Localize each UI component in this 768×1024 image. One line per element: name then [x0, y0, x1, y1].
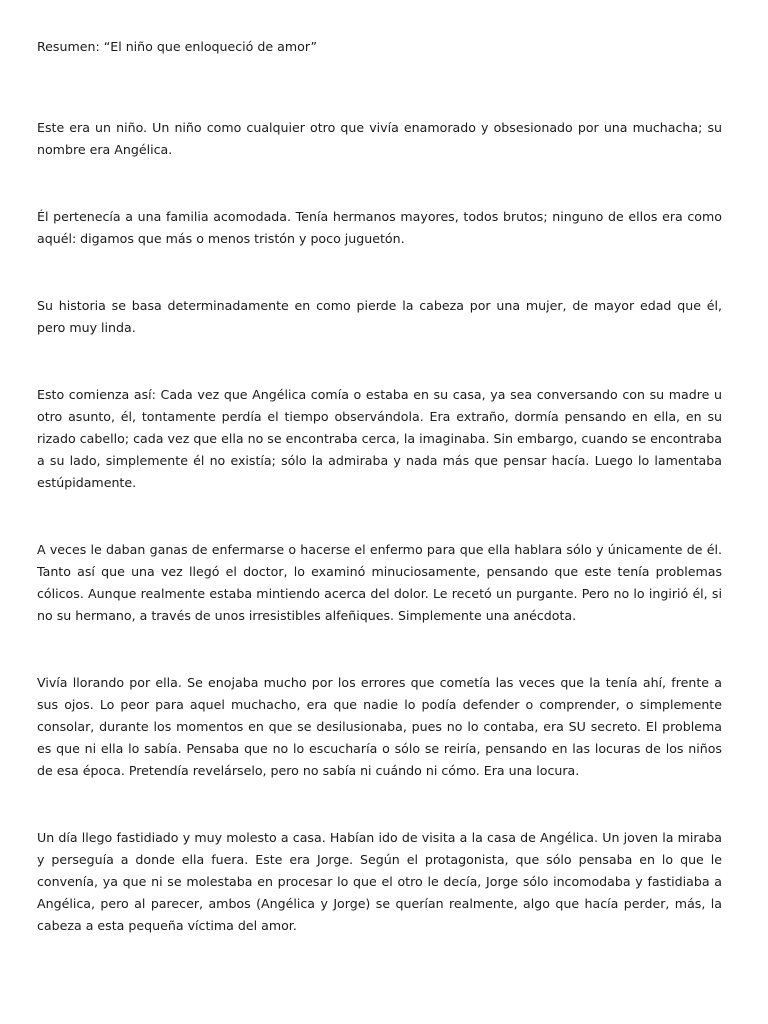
paragraph-2: Él pertenecía a una familia acomodada. Tenía hermanos mayores, todos brutos; ninguno de ellos era como aquél: digamos que más o menos tristón y poco juguetón.	[37, 209, 722, 246]
document-title: Resumen: “El niño que enloqueció de amor”	[37, 39, 318, 54]
paragraph-3: Su historia se basa determinadamente en como pierde la cabeza por una mujer, de mayor edad que él, pero muy linda.	[37, 298, 722, 335]
spacer	[37, 494, 722, 539]
spacer	[37, 250, 722, 295]
paragraph-6: Vivía llorando por ella. Se enojaba mucho por los errores que cometía las veces que la tenía ahí, frente a sus ojos. Lo peor para aquel muchacho, era que nadie lo podía defender o comprender, o simplemente consolar, durante los momentos en que se desilusionaba, pues no lo contaba, era SU secreto. El problema es que ni ella lo sabía. Pensaba que no lo escucharía o sólo se reiría, pensando en las locuras de los niños de esa época. Pretendía revelárselo, pero no sabía ni cuándo ni cómo. Era una locura.	[37, 675, 722, 778]
paragraph-7: Un día llego fastidiado y muy molesto a casa. Habían ido de visita a la casa de Angélica. Un joven la miraba y perseguía a donde ella fuera. Este era Jorge. Según el protagonista, que sólo pensaba en lo que le convenía, ya que ni se molestaba en procesar lo que el otro le decía, Jorge sólo incomodaba y fastidiaba a Angélica, pero al parecer, ambos (Angélica y Jorge) se querían realmente, algo que hacía perder, más, la cabeza a esta pequeña víctima del amor.	[37, 830, 722, 933]
spacer	[37, 339, 722, 384]
spacer	[37, 58, 722, 117]
paragraph-4: Esto comienza así: Cada vez que Angélica comía o estaba en su casa, ya sea conversando con su madre u otro asunto, él, tontamente perdía el tiempo observándola. Era extraño, dormía pensando en ella, en su rizado cabello; cada vez que ella no se encontraba cerca, la imaginaba. Sin embargo, cuando se encontraba a su lado, simplemente él no existía; sólo la admiraba y nada más que pensar hacía. Luego lo lamentaba estúpidamente.	[37, 387, 722, 490]
spacer	[37, 627, 722, 672]
spacer	[37, 161, 722, 206]
paragraph-5: A veces le daban ganas de enfermarse o hacerse el enfermo para que ella hablara sólo y únicamente de él. Tanto así que una vez llegó el doctor, lo examinó minuciosamente, pensando que este tenía problemas cólicos. Aunque realmente estaba mintiendo acerca del dolor. Le recetó un purgante. Pero no lo ingirió él, si no su hermano, a través de unos irresistibles alfeñiques. Simplemente una anécdota.	[37, 542, 722, 623]
paragraph-1: Este era un niño. Un niño como cualquier otro que vivía enamorado y obsesionado por una muchacha; su nombre era Angélica.	[37, 120, 722, 157]
spacer	[37, 782, 722, 827]
